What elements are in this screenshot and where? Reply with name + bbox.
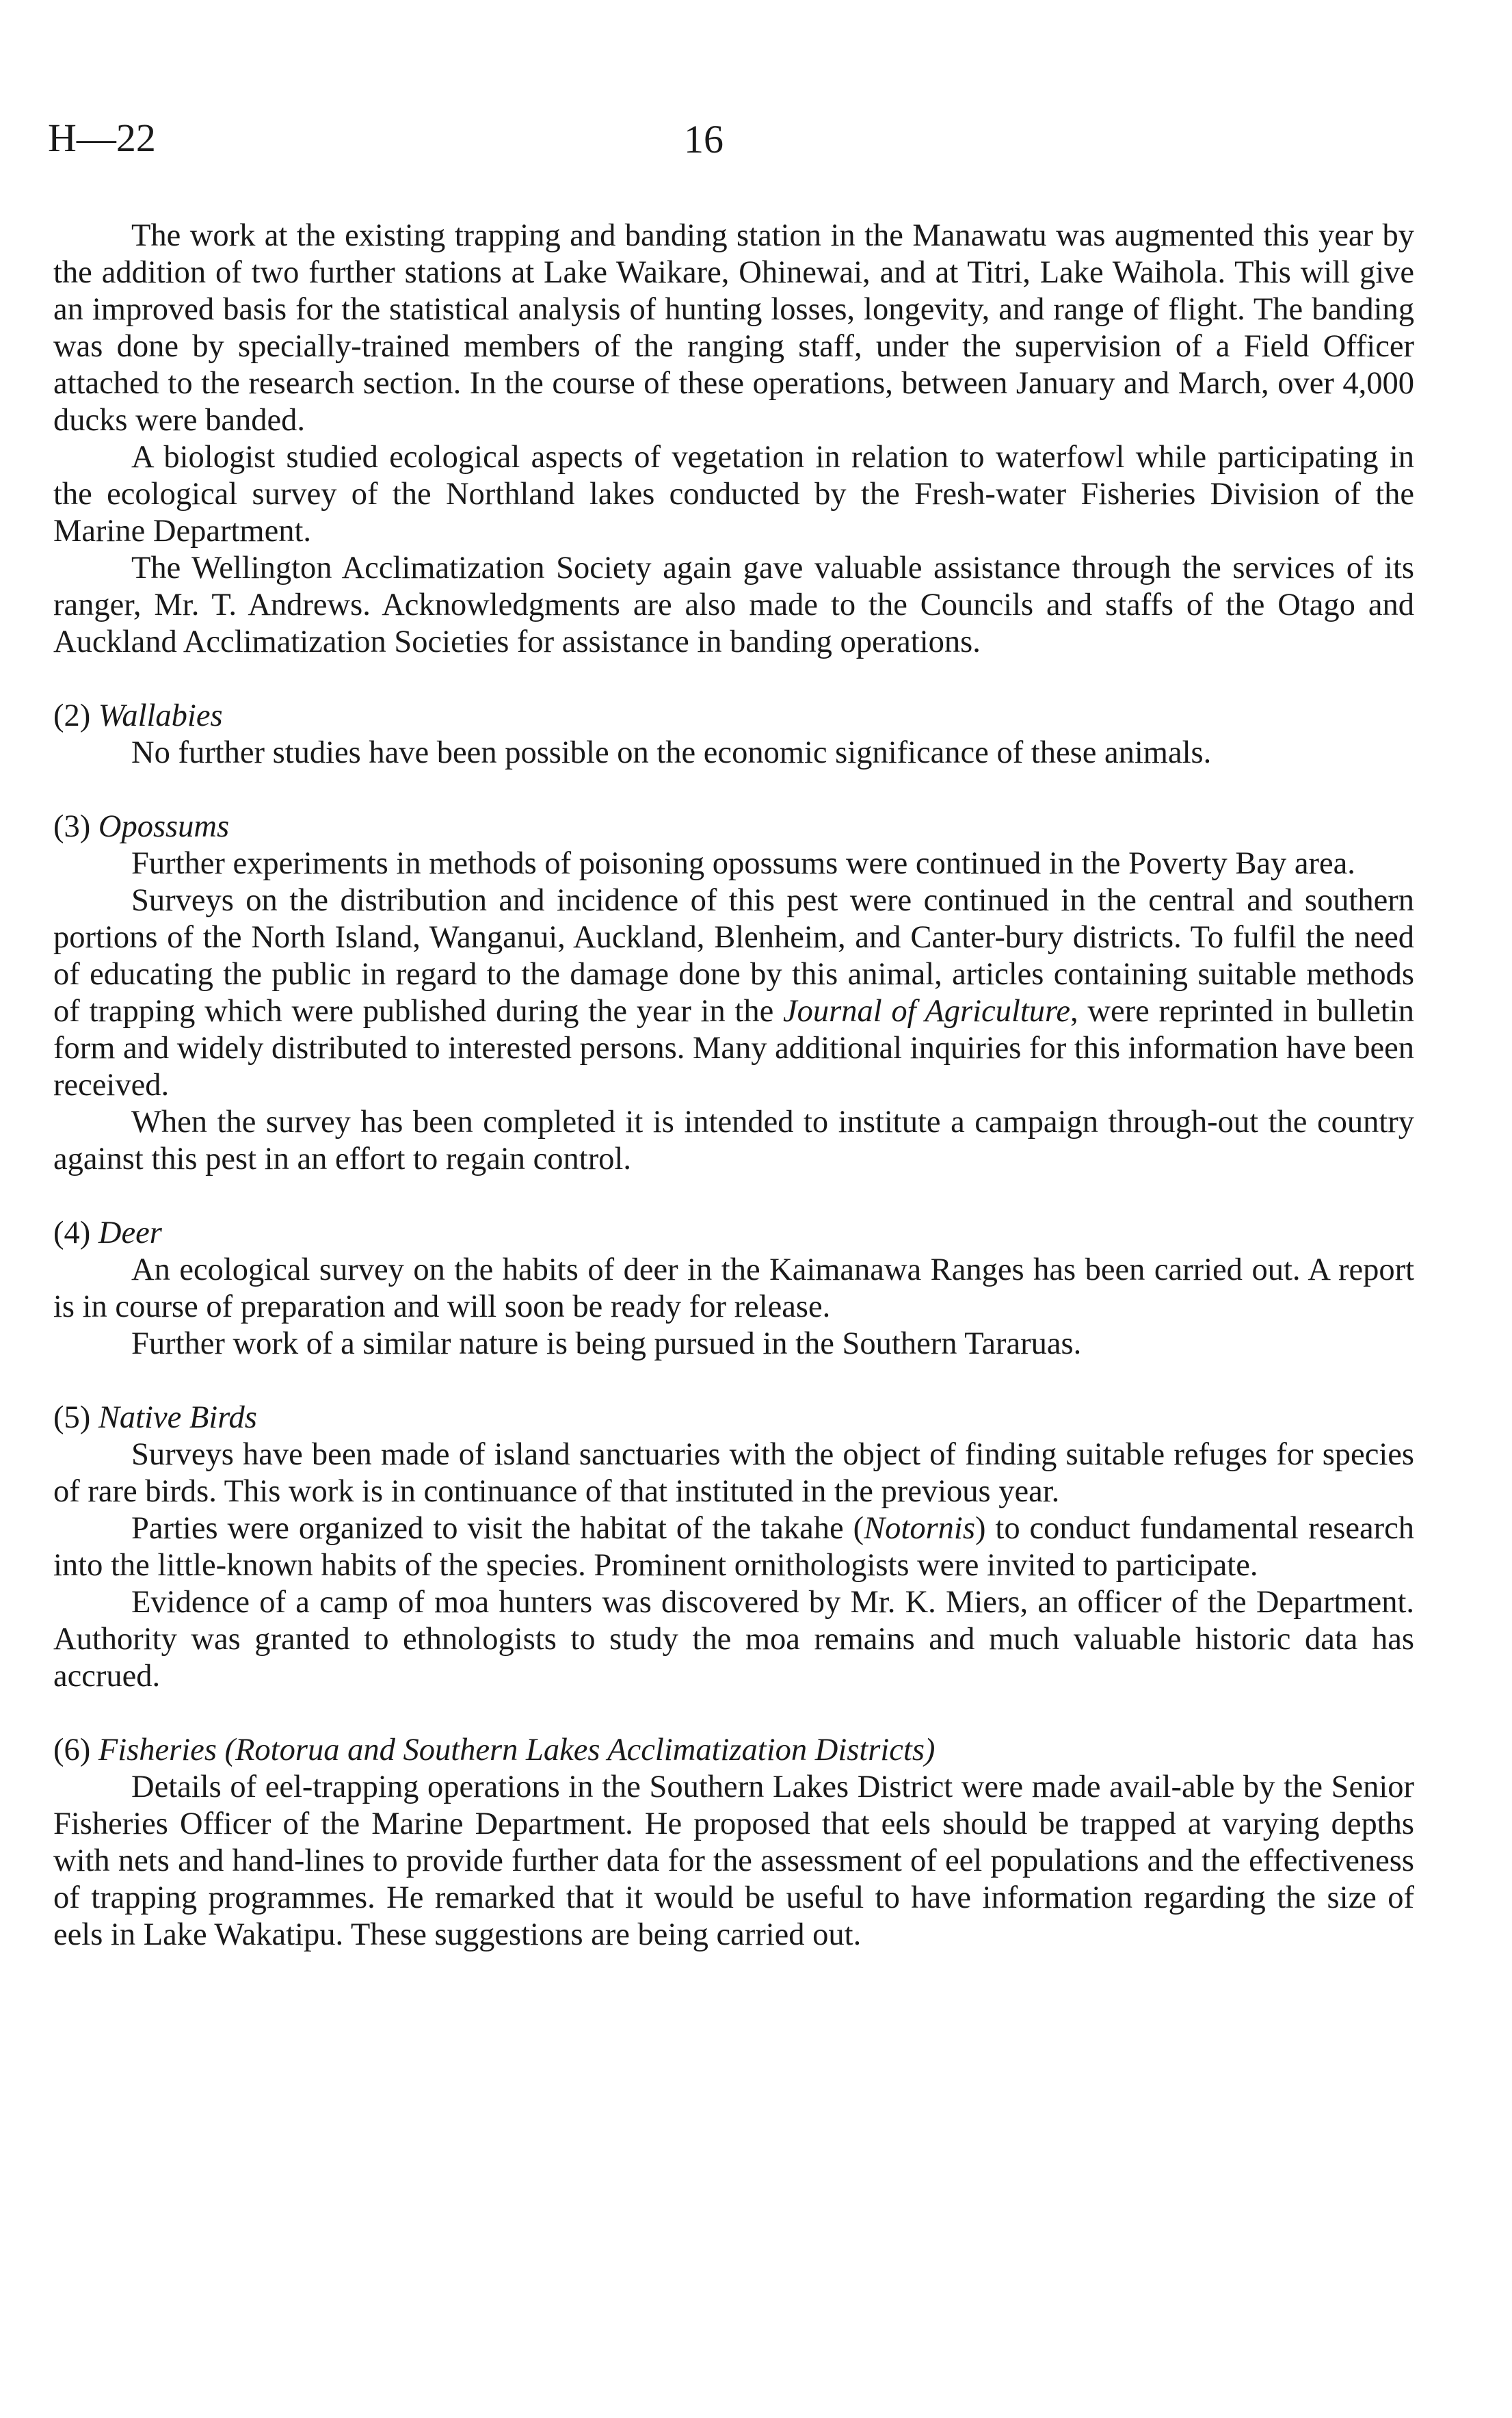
intro-paragraph-2: A biologist studied ecological aspects of vegetation in relation to waterfowl while participating in the ecological survey of the Northland lakes conducted by the Fresh-water Fisheries Division of the Marine Department. xyxy=(53,440,1414,549)
intro-paragraph-1: The work at the existing trapping and banding station in the Manawatu was augmented this year by the addition of two further stations at Lake Waikare, Ohinewai, and at Titri, Lake Waihola. This will give an improved basis for the statistical analysis of hunting losses, longevity, and range of flight. The banding was done by specially-trained members of the ranging staff, under the supervision of a Field Officer attached to the research section. In the course of these operations, between January and March, over 4,000 ducks were banded. xyxy=(53,218,1414,438)
species-name: Notornis xyxy=(864,1511,975,1546)
native-birds-paragraph-2 xyxy=(53,1510,1414,1584)
deer-paragraph-2: Further work of a similar nature is being pursued in the Southern Tararuas. xyxy=(131,1326,1082,1361)
intro-paragraph-3: The Wellington Acclimatization Society again gave valuable assistance through the services of its ranger, Mr. T. Andrews. Acknowledgments are also made to the Councils and staffs of the Otago and Auckland Acclimatization Societies for assistance in banding operations. xyxy=(53,551,1414,659)
document-reference: H—22 xyxy=(48,116,156,160)
intro-section xyxy=(53,218,1414,661)
section-title: Native Birds xyxy=(98,1400,257,1435)
section-opossums xyxy=(53,809,1414,1178)
text-run: Parties were organized to visit the habitat of the takahe ( xyxy=(131,1511,864,1546)
deer-paragraph-1: An ecological survey on the habits of deer in the Kaimanawa Ranges has been carried out. A report is in course of preparation and will soon be ready for release. xyxy=(53,1252,1414,1324)
section-heading-native-birds xyxy=(53,1399,1414,1436)
section-heading-deer xyxy=(53,1215,1414,1252)
wallabies-paragraph-1: No further studies have been possible on the economic significance of these animals. xyxy=(131,735,1212,770)
section-title: Opossums xyxy=(98,809,230,844)
page-number: 16 xyxy=(684,117,724,161)
opossums-paragraph-1: Further experiments in methods of poisoning opossums were continued in the Poverty Bay area. xyxy=(131,846,1355,881)
section-heading-wallabies xyxy=(53,698,1414,735)
opossums-paragraph-2 xyxy=(53,882,1414,1104)
section-deer xyxy=(53,1215,1414,1363)
native-birds-paragraph-3: Evidence of a camp of moa hunters was discovered by Mr. K. Miers, an officer of the Department. Authority was granted to ethnologists to study the moa remains and much valuable historic data has accrued. xyxy=(53,1585,1414,1694)
opossums-paragraph-3: When the survey has been completed it is intended to institute a campaign through-out the country against this pest in an effort to regain control. xyxy=(53,1105,1414,1177)
section-native-birds xyxy=(53,1399,1414,1695)
section-number: (5) xyxy=(53,1400,91,1435)
section-fisheries xyxy=(53,1732,1414,1954)
section-title: Wallabies xyxy=(98,698,223,733)
page-body xyxy=(53,218,1414,1954)
fisheries-paragraph-1: Details of eel-trapping operations in the Southern Lakes District were made avail-able by the Senior Fisheries Officer of the Marine Department. He proposed that eels should be trapped at varying depths with nets and hand-lines to provide further data for the assessment of eel populations and the effectiveness of trapping programmes. He remarked that it would be useful to have information regarding the size of eels in Lake Wakatipu. These suggestions are being carried out. xyxy=(53,1770,1414,1952)
section-number: (6) xyxy=(53,1733,91,1767)
text-run: ) to conduct fundamental research into the little-known habits of the species. Prominent ornithologists were invited to participate. xyxy=(53,1511,1414,1583)
section-heading-fisheries xyxy=(53,1732,1414,1769)
section-heading-opossums xyxy=(53,809,1414,845)
native-birds-paragraph-1: Surveys have been made of island sanctuaries with the object of finding suitable refuges for species of rare birds. This work is in continuance of that instituted in the previous year. xyxy=(53,1437,1414,1509)
section-number: (2) xyxy=(53,698,91,733)
text-run: , were reprinted in bulletin form and widely distributed to interested persons. Many additional inquiries for this information have been received. xyxy=(53,994,1415,1103)
section-title: Fisheries (Rotorua and Southern Lakes Acclimatization Districts) xyxy=(98,1733,936,1767)
section-number: (3) xyxy=(53,809,91,844)
section-title: Deer xyxy=(98,1215,162,1250)
journal-title: Journal of Agriculture xyxy=(782,994,1071,1029)
section-wallabies xyxy=(53,698,1414,772)
text-run: Surveys on the distribution and incidence of this pest were continued in the central and southern portions of the North Island, Wanganui, Auckland, Blenheim, and Canter-bury districts. To fulfil the need of educating the public in regard to the damage done by this animal, articles containing suitable methods of trapping which were published during the year in the xyxy=(53,883,1414,1029)
section-number: (4) xyxy=(53,1215,91,1250)
